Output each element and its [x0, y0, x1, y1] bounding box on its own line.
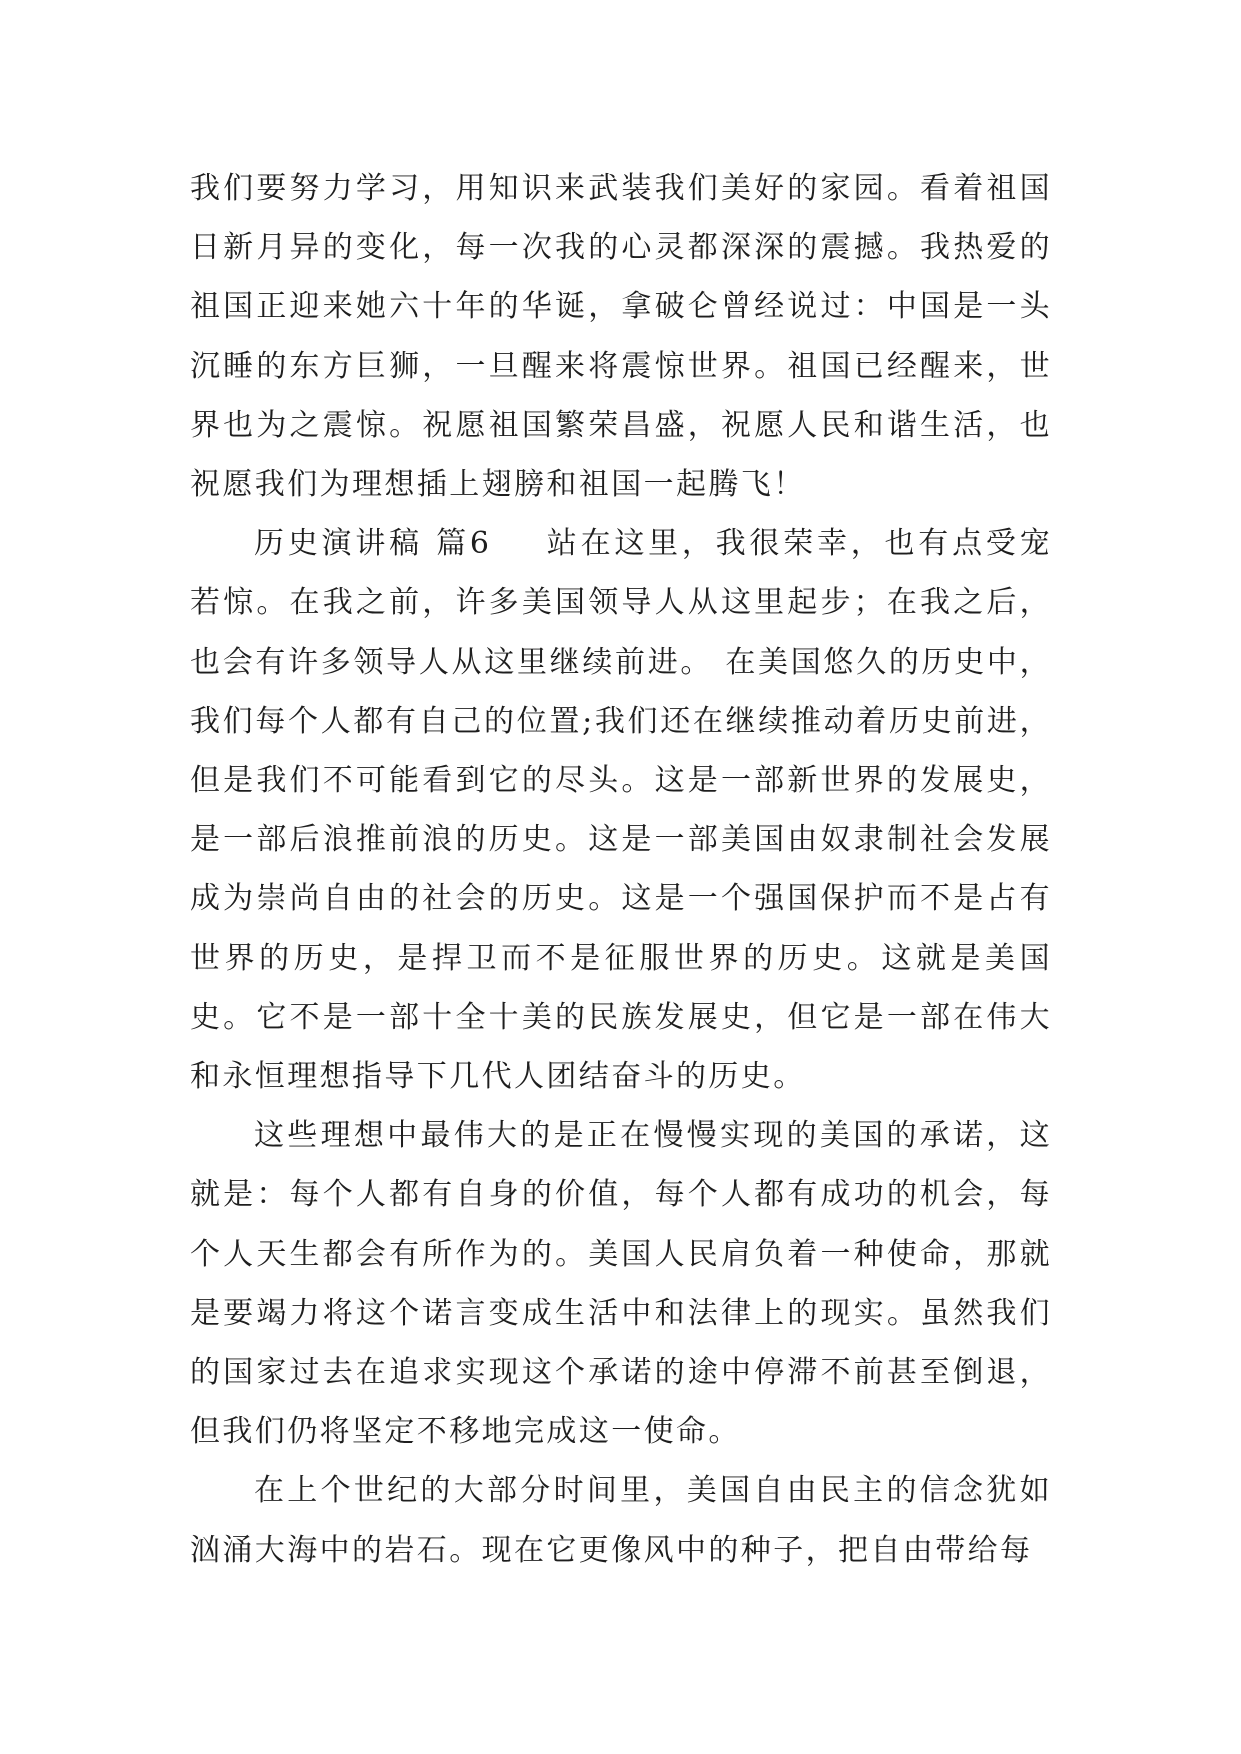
section-heading: 历史演讲稿 篇6 — [254, 526, 492, 562]
paragraph-3: 这些理想中最伟大的是正在慢慢实现的美国的承诺，这就是：每个人都有自身的价值，每个人都有成功的机会，每个人天生都会有所作为的。美国人民肩负着一种使命，那就是要竭力将这个诺言变成生活中和法律上的现实。虽然我们的国家过去在追求实现这个承诺的途中停滞不前甚至倒退，但我们仍将坚定不移地完成这一使命。 — [190, 1118, 1052, 1450]
paragraph-2 — [190, 514, 1052, 1106]
paragraph-4: 在上个世纪的大部分时间里，美国自由民主的信念犹如汹涌大海中的岩石。现在它更像风中的种子，把自由带给每 — [190, 1473, 1052, 1568]
document-page — [190, 159, 1052, 1580]
paragraph-2-body: 站在这里，我很荣幸，也有点受宠若惊。在我之前，许多美国领导人从这里起步；在我之后，也会有许多领导人从这里继续前进。 在美国悠久的历史中，我们每个人都有自己的位置;我们还在继续推动着历史前进，但是我们不可能看到它的尽头。这是一部新世界的发展史，是一部后浪推前浪的历史。这是一部美国由奴隶制社会发展成为崇尚自由的社会的历史。这是一个强国保护而不是占有世界的历史，是捍卫而不是征服世界的历史。这就是美国史。它不是一部十全十美的民族发展史，但它是一部在伟大和永恒理想指导下几代人团结奋斗的历史。 — [190, 526, 1053, 1095]
paragraph-1: 我们要努力学习，用知识来武装我们美好的家园。看着祖国日新月异的变化，每一次我的心灵都深深的震撼。我热爱的祖国正迎来她六十年的华诞，拿破仑曾经说过：中国是一头沉睡的东方巨狮，一旦醒来将震惊世界。祖国已经醒来，世界也为之震惊。祝愿祖国繁荣昌盛，祝愿人民和谐生活，也祝愿我们为理想插上翅膀和祖国一起腾飞！ — [190, 171, 1052, 503]
